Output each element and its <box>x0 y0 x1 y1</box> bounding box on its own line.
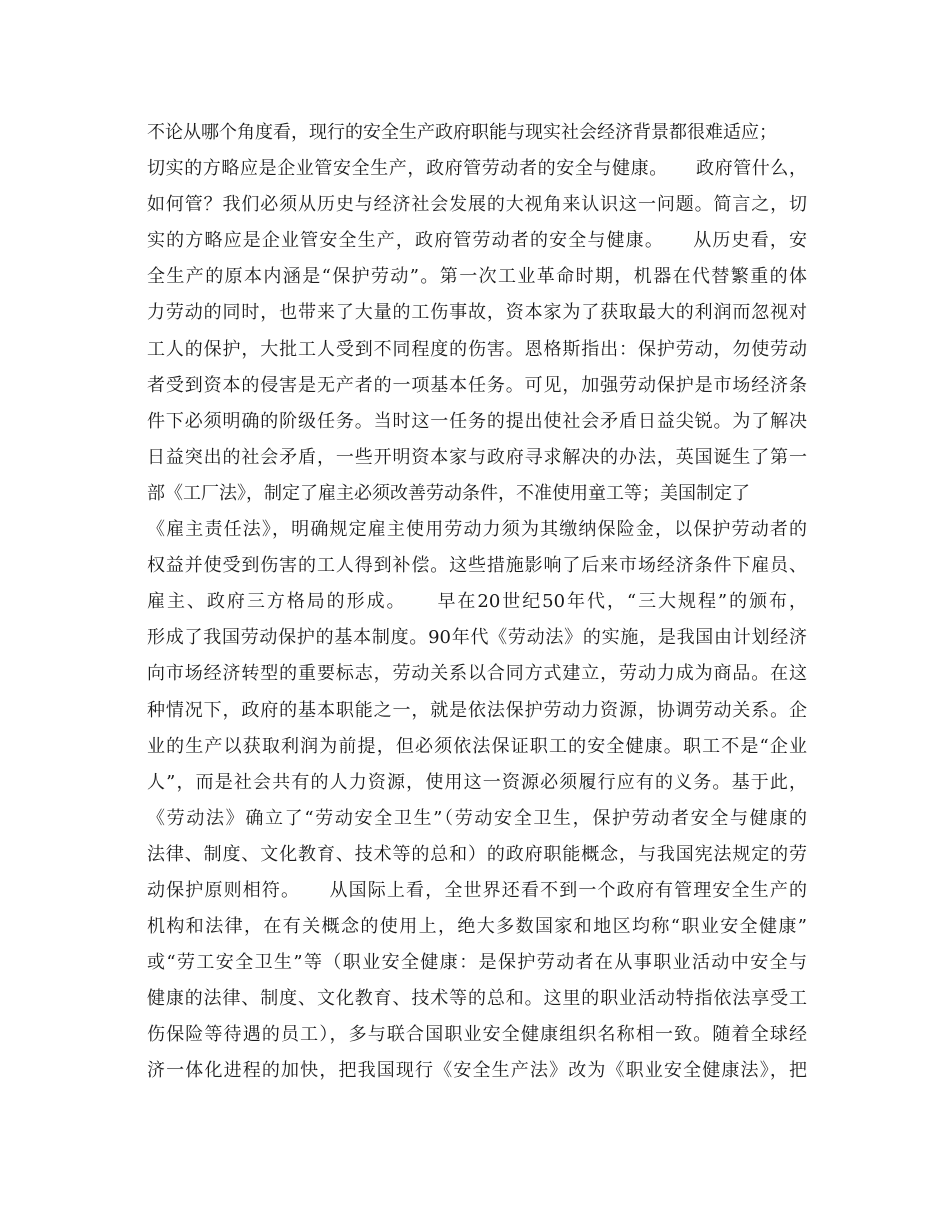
text-line: 雇主、政府三方格局的形成。 早在20世纪50年代，“三大规程”的颁布， <box>147 591 807 613</box>
text-line: 业的生产以获取利润为前提，但必须依法保证职工的安全健康。职工不是“企业 <box>147 735 807 757</box>
text-line: 法律、制度、文化教育、技术等的总和）的政府职能概念，与我国宪法规定的劳 <box>147 843 807 865</box>
text-line: 人”，而是社会共有的人力资源，使用这一资源必须履行应有的义务。基于此， <box>147 771 807 793</box>
text-line: 部《工厂法》，制定了雇主必须改善劳动条件，不准使用童工等；美国制定了 <box>147 482 750 504</box>
text-line: 者受到资本的侵害是无产者的一项基本任务。可见，加强劳动保护是市场经济条 <box>147 374 807 396</box>
text-line: 《雇主责任法》，明确规定雇主使用劳动力须为其缴纳保险金，以保护劳动者的 <box>147 519 807 541</box>
text-line: 日益突出的社会矛盾，一些开明资本家与政府寻求解决的办法，英国诞生了第一 <box>147 446 807 468</box>
text-line: 伤保险等待遇的员工），多与联合国职业安全健康组织名称相一致。随着全球经 <box>147 1024 807 1046</box>
text-line: 工人的保护，大批工人受到不同程度的伤害。恩格斯指出：保护劳动，勿使劳动 <box>147 338 807 360</box>
text-line: 《劳动法》确立了“劳动安全卫生”（劳动安全卫生，保护劳动者安全与健康的 <box>147 807 807 829</box>
text-line: 向市场经济转型的重要标志，劳动关系以合同方式建立，劳动力成为商品。在这 <box>147 663 807 685</box>
text-line: 机构和法律，在有关概念的使用上，绝大多数国家和地区均称“职业安全健康” <box>147 916 807 938</box>
text-line: 力劳动的同时，也带来了大量的工伤事故，资本家为了获取最大的利润而忽视对 <box>147 302 807 324</box>
text-line: 健康的法律、制度、文化教育、技术等的总和。这里的职业活动特指依法享受工 <box>147 988 807 1010</box>
text-line: 切实的方略应是企业管安全生产，政府管劳动者的安全与健康。 政府管什么， <box>147 158 807 180</box>
text-line: 或“劳工安全卫生”等（职业安全健康：是保护劳动者在从事职业活动中安全与 <box>147 952 807 974</box>
text-line: 如何管？我们必须从历史与经济社会发展的大视角来认识这一问题。简言之，切 <box>147 194 807 216</box>
text-line: 种情况下，政府的基本职能之一，就是依法保护劳动力资源，协调劳动关系。企 <box>147 699 807 721</box>
text-line: 形成了我国劳动保护的基本制度。90年代《劳动法》的实施，是我国由计划经济 <box>147 627 807 649</box>
text-line: 全生产的原本内涵是“保护劳动”。第一次工业革命时期，机器在代替繁重的体 <box>147 266 807 288</box>
text-line: 件下必须明确的阶级任务。当时这一任务的提出使社会矛盾日益尖锐。为了解决 <box>147 410 807 432</box>
body-text <box>147 115 807 1090</box>
text-line: 动保护原则相符。 从国际上看，全世界还看不到一个政府有管理安全生产的 <box>147 879 807 901</box>
text-line: 权益并使受到伤害的工人得到补偿。这些措施影响了后来市场经济条件下雇员、 <box>147 555 807 577</box>
text-line: 实的方略应是企业管安全生产，政府管劳动者的安全与健康。 从历史看，安 <box>147 230 807 252</box>
text-line: 不论从哪个角度看，现行的安全生产政府职能与现实社会经济背景都很难适应； <box>147 122 777 143</box>
text-line: 济一体化进程的加快，把我国现行《安全生产法》改为《职业安全健康法》，把 <box>147 1060 807 1082</box>
